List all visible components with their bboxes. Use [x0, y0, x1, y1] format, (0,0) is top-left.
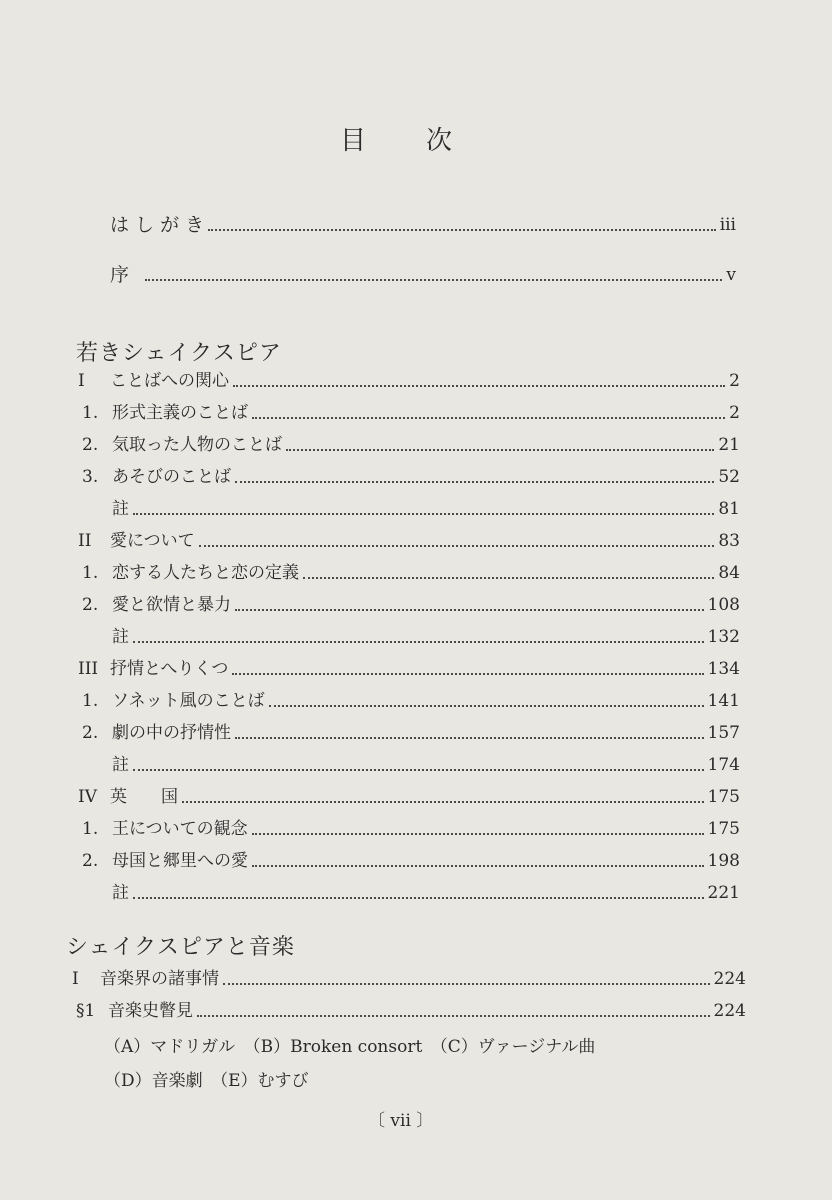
toc-page: 84: [718, 563, 740, 583]
toc-label: 劇の中の抒情性: [112, 723, 231, 743]
toc-number: 2.: [82, 435, 99, 455]
toc-page: 175: [707, 819, 740, 839]
toc-label: 抒情とへりくつ: [110, 659, 229, 679]
toc-label: 母国と郷里への愛: [112, 851, 248, 871]
dot-leader: [145, 278, 722, 281]
dot-leader: [303, 576, 714, 579]
dot-leader: [286, 448, 714, 451]
dot-leader: [235, 480, 714, 483]
toc-label: 註: [112, 499, 129, 519]
toc-label: 形式主義のことば: [112, 403, 248, 423]
toc-number: I: [72, 969, 79, 989]
dot-leader: [252, 416, 725, 419]
toc-label: 英 国: [110, 787, 178, 807]
toc-page: 2: [729, 371, 740, 391]
toc-page: 21: [718, 435, 740, 455]
toc-entry-preface-2: [110, 264, 736, 286]
toc-number: 1.: [82, 819, 99, 839]
toc-number: §1: [76, 1001, 96, 1021]
toc-entry: [82, 402, 740, 424]
toc-page: 221: [707, 883, 740, 903]
toc-number: II: [78, 531, 92, 551]
title-char-2: 次: [426, 126, 455, 156]
toc-entry: [82, 594, 740, 616]
page-title: [340, 120, 454, 157]
dot-leader: [208, 228, 716, 231]
toc-number: III: [78, 659, 99, 679]
dot-leader: [223, 982, 710, 985]
dot-leader: [269, 704, 704, 707]
part-heading: 若きシェイクスピア: [76, 341, 282, 366]
toc-entry-notes: [112, 754, 740, 776]
dot-leader: [133, 640, 704, 643]
toc-number: 1.: [82, 691, 99, 711]
toc-label: 序: [110, 264, 130, 286]
toc-entry: [78, 658, 740, 680]
toc-entry: [78, 530, 740, 552]
toc-label: 註: [112, 883, 129, 903]
toc-entry: [76, 1000, 746, 1022]
toc-label: 愛について: [110, 531, 195, 551]
toc-label: 愛と欲情と暴力: [112, 595, 231, 615]
toc-label: ソネット風のことば: [112, 691, 265, 711]
toc-label: 註: [112, 755, 129, 775]
toc-page: 52: [718, 467, 740, 487]
toc-entry: [82, 562, 740, 584]
toc-page: 174: [707, 755, 740, 775]
part-heading: シェイクスピアと音楽: [66, 935, 295, 960]
toc-label: 註: [112, 627, 129, 647]
dot-leader: [133, 512, 714, 515]
dot-leader: [233, 384, 725, 387]
toc-entry: [82, 818, 740, 840]
toc-entry: [82, 690, 740, 712]
toc-page: 157: [707, 723, 740, 743]
toc-entry: [72, 968, 746, 990]
toc-label: ことばへの関心: [110, 371, 229, 391]
toc-page: 141: [707, 691, 740, 711]
dot-leader: [232, 672, 703, 675]
dot-leader: [133, 768, 704, 771]
page-folio: 〔 vii 〕: [368, 1111, 434, 1131]
toc-entry: [78, 370, 740, 392]
toc-number: 2.: [82, 723, 99, 743]
toc-entry: [82, 850, 740, 872]
toc-number: 1.: [82, 563, 99, 583]
toc-number: 1.: [82, 403, 99, 423]
toc-page: 224: [713, 969, 746, 989]
title-char-1: 目: [340, 126, 369, 156]
dot-leader: [133, 896, 704, 899]
toc-page: 134: [707, 659, 740, 679]
toc-label: あそびのことば: [112, 467, 231, 487]
subsection-line: （D）音楽劇 （E）むすび: [104, 1071, 309, 1091]
toc-entry-notes: [112, 498, 740, 520]
toc-page: 132: [707, 627, 740, 647]
toc-page: 224: [713, 1001, 746, 1021]
toc-entry: [82, 722, 740, 744]
toc-label: 恋する人たちと恋の定義: [112, 563, 299, 583]
toc-entry: [82, 466, 740, 488]
dot-leader: [199, 544, 715, 547]
subsection-line: （A）マドリガル （B）Broken consort （C）ヴァージナル曲: [104, 1037, 596, 1057]
toc-number: 2.: [82, 595, 99, 615]
toc-label: 音楽史瞥見: [108, 1001, 193, 1021]
dot-leader: [252, 864, 704, 867]
dot-leader: [235, 736, 704, 739]
toc-number: 3.: [82, 467, 99, 487]
dot-leader: [235, 608, 704, 611]
toc-number: 2.: [82, 851, 99, 871]
toc-page: 83: [718, 531, 740, 551]
toc-page: 198: [707, 851, 740, 871]
toc-page: 175: [707, 787, 740, 807]
toc-page: 2: [729, 403, 740, 423]
dot-leader: [252, 832, 704, 835]
toc-number: I: [78, 371, 85, 391]
toc-label: は し が き: [110, 214, 205, 236]
toc-entry-notes: [112, 626, 740, 648]
toc-page: v: [726, 265, 736, 285]
toc-entry: [78, 786, 740, 808]
toc-label: 音楽界の諸事情: [100, 969, 219, 989]
toc-entry: [82, 434, 740, 456]
dot-leader: [197, 1014, 710, 1017]
dot-leader: [182, 800, 704, 803]
toc-page: iii: [719, 215, 736, 235]
toc-label: 王についての観念: [112, 819, 248, 839]
toc-page: 108: [707, 595, 740, 615]
toc-number: IV: [78, 787, 97, 807]
toc-label: 気取った人物のことば: [112, 435, 282, 455]
toc-entry-preface-1: [110, 214, 736, 236]
toc-page: 81: [718, 499, 740, 519]
toc-entry-notes: [112, 882, 740, 904]
